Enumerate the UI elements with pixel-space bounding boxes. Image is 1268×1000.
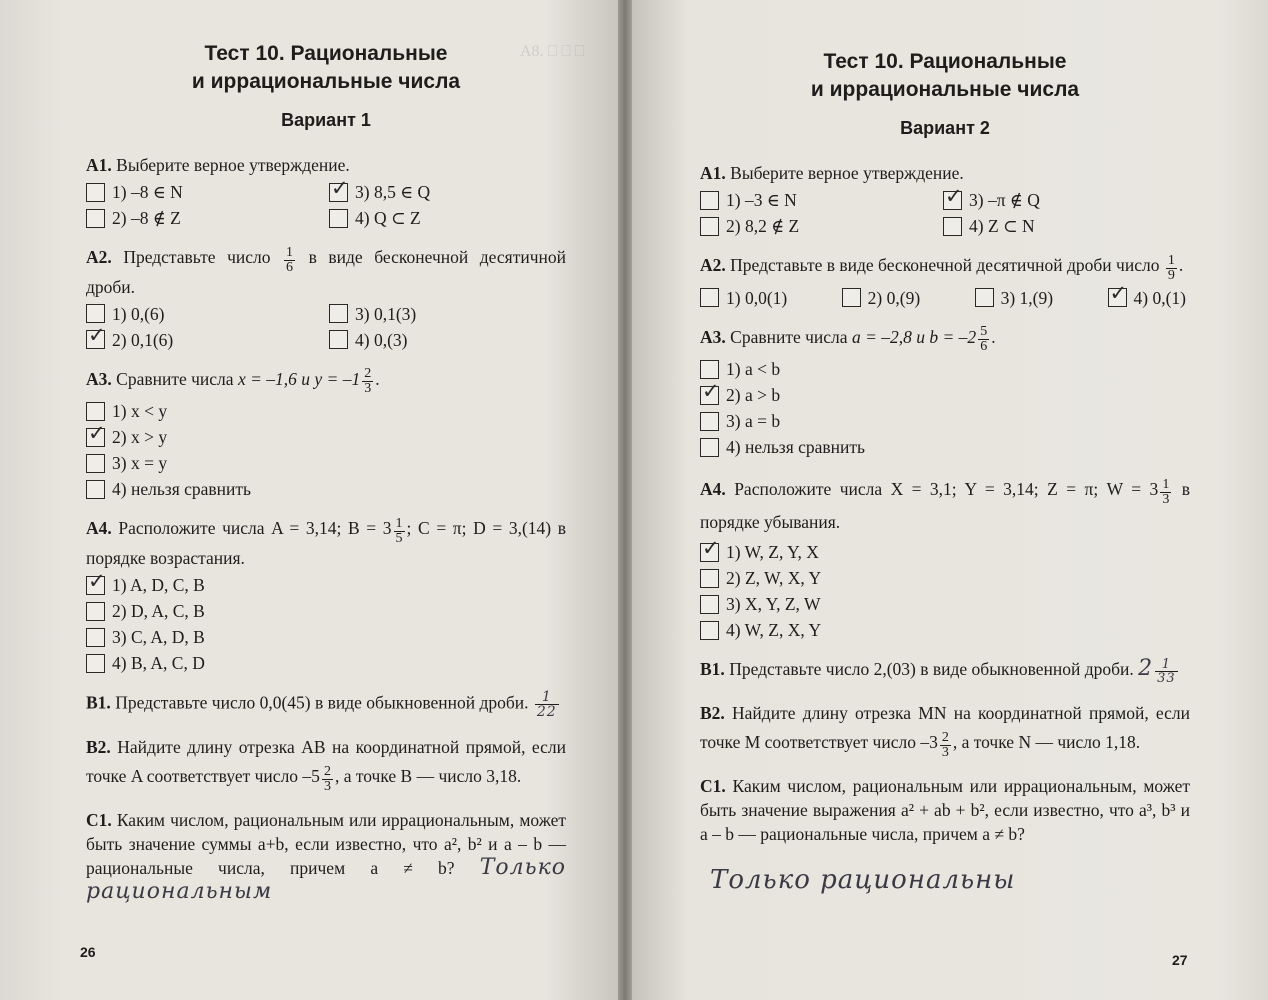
handwritten-answer: 2 $\frac{1}{33}$ xyxy=(1138,656,1176,687)
option[interactable]: 1) x < y xyxy=(86,398,566,424)
option[interactable]: 4) нельзя сравнить xyxy=(86,476,566,502)
checkbox[interactable] xyxy=(975,288,994,307)
option[interactable]: ✓ 3) 8,5 ∈ Q xyxy=(329,179,569,205)
checkbox-checked[interactable] xyxy=(86,330,105,349)
checkbox[interactable] xyxy=(86,454,105,473)
right-page xyxy=(632,0,1268,1000)
option[interactable]: 1) –3 ∈ N xyxy=(700,187,943,213)
option[interactable]: ✓ 2) a > b xyxy=(700,382,1190,408)
checkbox-checked[interactable] xyxy=(86,428,105,447)
option[interactable]: 4) нельзя сравнить xyxy=(700,434,1190,460)
option[interactable]: 4) Z ⊂ N xyxy=(943,213,1183,239)
checkbox[interactable] xyxy=(329,304,348,323)
question-b1: В1. Представьте число 2,(03) в виде обыкновенной дроби. 2 $\frac{1}{33}$ xyxy=(700,657,1190,685)
checkbox[interactable] xyxy=(700,438,719,457)
option[interactable]: 4) W, Z, X, Y xyxy=(700,617,1190,643)
option[interactable]: 3) 1,(9) xyxy=(975,285,1053,311)
checkbox[interactable] xyxy=(842,288,861,307)
variant-heading: Вариант 2 xyxy=(900,118,990,138)
checkbox-checked[interactable] xyxy=(329,183,348,202)
page-number: 26 xyxy=(80,944,96,960)
left-page xyxy=(0,0,618,1000)
question-a4: А4. Расположите числа A = 3,14; B = 3 $\frac{1}{5}$ ; C = π; D = 3,(14) в порядке возрастания. ✓ 1) A, D, C, B 2) D, A, C, B 3) C, A, D, B 4) B, A, C, D xyxy=(86,516,566,676)
checkbox[interactable] xyxy=(700,412,719,431)
handwritten-answer: $\frac{1}{22}$ xyxy=(536,689,557,721)
question-c1: С1. Каким числом, рациональным или иррациональным, может быть значение выражения a² + ab + b², если известно, что a³, b³ и a – b — рациональные числа, причем a ≠ b? Только рациональны xyxy=(700,775,1190,895)
fraction: $\frac{1}{3}$ xyxy=(1162,477,1170,508)
handwritten-answer: Только рациональны xyxy=(710,864,1016,895)
test-title: Тест 10. Рациональные и иррациональные числа xyxy=(810,50,1080,101)
question-b2: В2. Найдите длину отрезка MN на координатной прямой, если точке M соответствует число –3 $\frac{2}{3}$ , а точке N — число 1,18. xyxy=(700,703,1190,760)
checkbox[interactable] xyxy=(700,360,719,379)
question-a1: А1. Выберите верное утверждение. 1) –3 ∈ N ✓ 3) –π ∉ Q 2) 8,2 ∉ Z 4) Z ⊂ N xyxy=(700,161,1190,239)
checkbox[interactable] xyxy=(329,330,348,349)
option[interactable]: ✓ 4) 0,(1) xyxy=(1108,285,1186,311)
checkbox[interactable] xyxy=(86,602,105,621)
book-gutter xyxy=(618,0,632,1000)
fraction: $\frac{1}{6}$ xyxy=(286,244,294,275)
question-a3: А3. Сравните числа x = –1,6 и y = –1 $\frac{2}{3}$ . 1) x < y ✓ 2) x > y 3) x = y 4) нельзя сравнить xyxy=(86,367,566,503)
test-title: Тест 10. Рациональные и иррациональные числа xyxy=(191,42,461,93)
checkbox-checked[interactable] xyxy=(1108,288,1127,307)
question-a2: А2. Представьте число $\frac{1}{6}$ в виде бесконечной десятичной дроби. 1) 0,(6) 3) 0,1(3) ✓ 2) 0,1(6) 4) 0,(3) xyxy=(86,245,566,353)
fraction: $\frac{2}{3}$ xyxy=(323,763,331,794)
option[interactable]: 2) 8,2 ∉ Z xyxy=(700,213,943,239)
variant-heading: Вариант 1 xyxy=(281,110,371,130)
fraction: $\frac{1}{9}$ xyxy=(1167,252,1175,283)
checkbox[interactable] xyxy=(700,191,719,210)
question-a1: А1. Выберите верное утверждение. 1) –8 ∈ N ✓ 3) 8,5 ∈ Q 2) –8 ∉ Z 4) Q ⊂ Z xyxy=(86,153,566,231)
checkbox[interactable] xyxy=(86,480,105,499)
checkbox[interactable] xyxy=(700,217,719,236)
option[interactable]: ✓ 1) W, Z, Y, X xyxy=(700,539,1190,565)
checkbox[interactable] xyxy=(86,209,105,228)
option[interactable]: 3) x = y xyxy=(86,450,566,476)
option[interactable]: 1) 0,(6) xyxy=(86,301,329,327)
checkbox[interactable] xyxy=(86,304,105,323)
checkbox-checked[interactable] xyxy=(943,191,962,210)
question-b1: В1. Представьте число 0,0(45) в виде обыкновенной дроби. $\frac{1}{22}$ xyxy=(86,689,557,721)
option[interactable]: 1) –8 ∈ N xyxy=(86,179,329,205)
checkbox[interactable] xyxy=(700,595,719,614)
right-page-content xyxy=(700,48,1191,895)
option[interactable]: 2) Z, W, X, Y xyxy=(700,565,1190,591)
question-b2: В2. Найдите длину отрезка AB на координатной прямой, если точке A соответствует число –5 $\frac{2}{3}$ , а точке B — число 3,18. xyxy=(86,737,566,794)
fraction: $\frac{2}{3}$ xyxy=(364,366,372,397)
option[interactable]: 1) 0,0(1) xyxy=(700,285,787,311)
option[interactable]: ✓ 1) A, D, C, B xyxy=(86,572,566,598)
question-a4: А4. Расположите числа X = 3,1; Y = 3,14; Z = π; W = 3 $\frac{1}{3}$ в порядке убывания. ✓ 1) W, Z, Y, X 2) Z, W, X, Y 3) X, Y, Z, W 4) W, Z, X, Y xyxy=(700,474,1190,643)
checkbox-checked[interactable] xyxy=(700,386,719,405)
option[interactable]: 4) B, A, C, D xyxy=(86,650,566,676)
option[interactable]: ✓ 3) –π ∉ Q xyxy=(943,187,1183,213)
option[interactable]: 4) 0,(3) xyxy=(329,327,569,353)
checkbox[interactable] xyxy=(86,628,105,647)
checkbox[interactable] xyxy=(329,209,348,228)
checkbox[interactable] xyxy=(943,217,962,236)
option[interactable]: 1) a < b xyxy=(700,356,1190,382)
checkbox[interactable] xyxy=(700,288,719,307)
checkbox[interactable] xyxy=(86,183,105,202)
option[interactable]: 3) C, A, D, B xyxy=(86,624,566,650)
option[interactable]: ✓ 2) x > y xyxy=(86,424,566,450)
bleed-through-text: А8. ⎕ ⎕ ⎕ xyxy=(520,43,585,60)
option[interactable]: 3) a = b xyxy=(700,408,1190,434)
fraction: $\frac{5}{6}$ xyxy=(980,324,988,355)
option[interactable]: 4) Q ⊂ Z xyxy=(329,205,569,231)
option[interactable]: 3) 0,1(3) xyxy=(329,301,569,327)
checkbox[interactable] xyxy=(700,621,719,640)
fraction: $\frac{2}{3}$ xyxy=(941,729,949,760)
checkbox[interactable] xyxy=(700,569,719,588)
checkbox[interactable] xyxy=(86,654,105,673)
fraction: $\frac{1}{5}$ xyxy=(395,516,403,547)
checkbox-checked[interactable] xyxy=(86,576,105,595)
question-c1: С1. Каким числом, рациональным или иррациональным, может быть значение суммы a+b, если известно, что a², b² и a – b — рациональные числа, причем a ≠ b? Только рациональным xyxy=(86,809,566,904)
checkbox-checked[interactable] xyxy=(700,543,719,562)
checkbox[interactable] xyxy=(86,402,105,421)
option[interactable]: 3) X, Y, Z, W xyxy=(700,591,1190,617)
option[interactable]: 2) D, A, C, B xyxy=(86,598,566,624)
option[interactable]: 2) 0,(9) xyxy=(842,285,920,311)
handwritten-answer: Только рациональным xyxy=(86,854,566,904)
question-a3: А3. Сравните числа a = –2,8 и b = –2 $\frac{5}{6}$ . 1) a < b ✓ 2) a > b 3) a = b 4) нельзя сравнить xyxy=(700,325,1190,461)
page-number: 27 xyxy=(1172,952,1188,968)
question-a2: А2. Представьте в виде бесконечной десятичной дроби число $\frac{1}{9}$ . 1) 0,0(1) 2) 0,(9) 3) 1,(9) ✓ 4) 0,(1) xyxy=(700,253,1190,311)
left-page-content xyxy=(86,40,566,904)
option[interactable]: 2) –8 ∉ Z xyxy=(86,205,329,231)
option[interactable]: ✓ 2) 0,1(6) xyxy=(86,327,329,353)
